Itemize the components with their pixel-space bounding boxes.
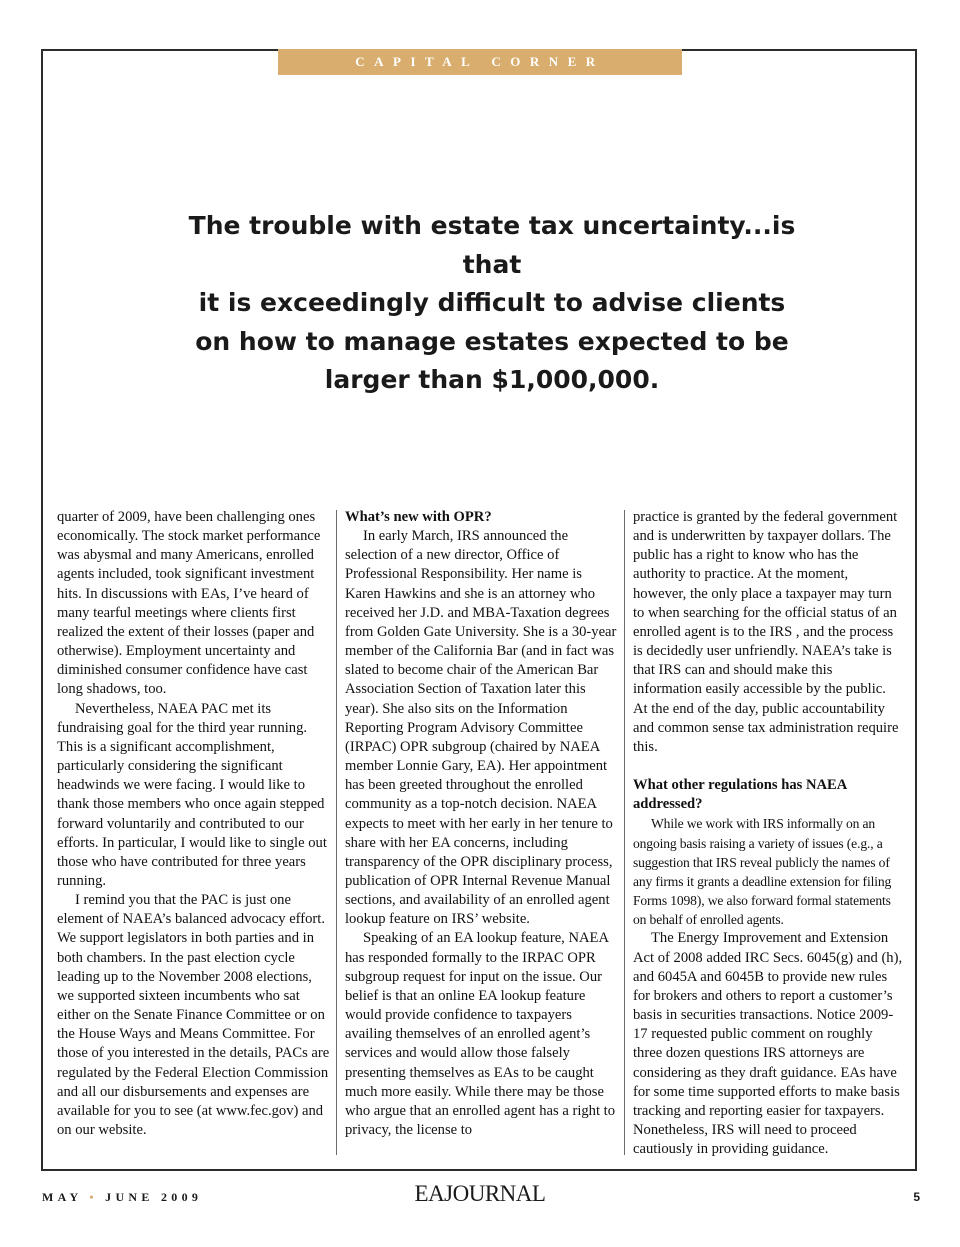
- column-divider: [336, 510, 337, 1155]
- article-column-3: [633, 508, 903, 1158]
- issue-month-end: JUNE 2009: [105, 1190, 203, 1204]
- pull-quote-line: The trouble with estate tax uncertainty...is that: [188, 211, 796, 279]
- paragraph: I remind you that the PAC is just one element of NAEA’s balanced advocacy effort. We support legislators in both parties and in both chambers. In the past election cycle leading up to the November 2008 elections, we supported sixteen incumbents who sat either on the Senate Finance Committee or on the House Ways and Means Committee. For those of you interested in the details, PACs are regulated by the Federal Election Commission and all our disbursements and expenses are available for you to see (at www.fec.gov) and on our website.: [57, 892, 330, 1138]
- pull-quote-line: on how to manage estates expected to be: [195, 326, 789, 356]
- paragraph: While we work with IRS informally on an ongoing basis raising a variety of issues (e.g., a suggestion that IRS reveal publicly the names of any firms it grants a deadline extension for filing Forms 1098), we also forward formal statements on behalf of enrolled agents.: [633, 816, 892, 928]
- paragraph: Nevertheless, NAEA PAC met its fundraising goal for the third year running. This is a significant accomplishment, particularly considering the significant headwinds we were facing. I would like to thank those members who once again stepped forward voluntarily and contributed to our efforts. In particular, I would like to single out those who have contributed for three years running.: [57, 700, 327, 889]
- paragraph: practice is granted by the federal government and is underwritten by taxpayer dollars. The public has a right to know who has the authority to practice. At the moment, however, the only place a taxpayer may turn to when searching for the official status of an enrolled agent is to the IRS , and the process is decidedly user unfriendly. NAEA’s take is that IRS can and should make this information easily accessible by the public. At the end of the day, public accountability and common sense tax administration require this.: [633, 509, 899, 755]
- pull-quote-line: it is exceedingly difficult to advise clients: [198, 288, 786, 317]
- paragraph: In early March, IRS announced the selection of a new director, Office of Professional Responsibility. Her name is Karen Hawkins and she is an attorney who received her J.D. and MBA-Taxation degrees from Golden Gate University. She is a 30-year member of the California Bar (and in fact was slated to become chair of the American Bar Association Section of Taxation later this year). She also sits on the Information Reporting Program Advisory Committee (IRPAC) OPR subgroup (chaired by NAEA member Lonnie Gary, EA). Her appointment has been greeted throughout the enrolled community as a top-notch decision. NAEA expects to meet with her early in her tenure to share with her EA concerns, including transparency of the OPR disciplinary process, publication of OPR Internal Revenue Manual sections, and availability of an enrolled agent lookup feature on IRS’ website.: [345, 528, 617, 928]
- article-column-1: [57, 508, 330, 1158]
- column-divider: [624, 510, 625, 1155]
- paragraph: Speaking of an EA lookup feature, NAEA has responded formally to the IRPAC OPR subgroup request for input on the issue. Our belief is that an online EA lookup feature would provide confidence to taxpayers availing themselves of an enrolled agent’s services and would allow those falsely presenting themselves as EAs to be caught much more easily. While there may be those who argue that an enrolled agent has a right to privacy, the license to: [345, 930, 616, 1138]
- journal-logo: EAJOURNAL: [414, 1181, 546, 1206]
- article-column-2: [345, 508, 618, 1158]
- pull-quote: [160, 207, 824, 400]
- separator-dot: •: [89, 1190, 98, 1204]
- section-heading-regulations: What other regulations has NAEA addressed?: [633, 777, 847, 813]
- pull-quote-line: larger than $1,000,000.: [324, 365, 660, 394]
- paragraph: quarter of 2009, have been challenging ones economically. The stock market performance was abysmal and many Americans, enrolled agents included, took significant investment hits. In discussions with EAs, I’ve heard of many tearful meetings where clients first realized the extent of their losses (paper and otherwise). Employment uncertainty and diminished consumer confidence have cast long shadows, too.: [57, 509, 321, 698]
- page-number: 5: [913, 1190, 920, 1204]
- section-label: CAPITAL CORNER: [278, 49, 682, 75]
- section-heading-opr: What’s new with OPR?: [345, 509, 492, 525]
- spacer: [633, 757, 903, 776]
- issue-month-start: MAY: [42, 1190, 83, 1204]
- paragraph: The Energy Improvement and Extension Act of 2008 added IRC Secs. 6045(g) and (h), and 6045A and 6045B to provide new rules for brokers and others to report a customer’s basis in securities transactions. Notice 2009-17 requested public comment on roughly three dozen questions IRS attorneys are considering as they draft guidance. EAs have for some time supported efforts to make basis tracking and reporting easier for taxpayers. Nonetheless, IRS will need to proceed cautiously in providing guidance.: [633, 930, 903, 1158]
- issue-date: [42, 1190, 202, 1205]
